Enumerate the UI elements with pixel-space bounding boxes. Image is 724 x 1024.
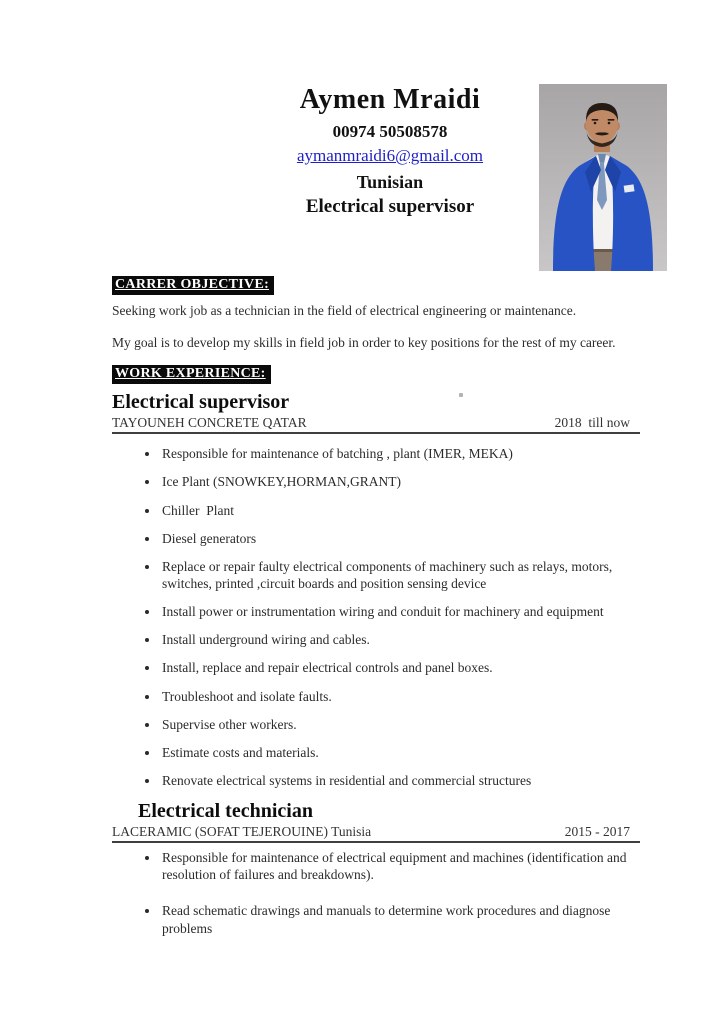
- job-bullet: • Read schematic drawings and manuals to determine work procedures and diagnose problems: [160, 902, 640, 936]
- job-bullet: • Replace or repair faulty electrical components of machinery such as relays, motors, switches, printed ,circuit boards and position sensing device: [160, 558, 640, 592]
- job-bullet-list: [112, 849, 640, 937]
- resume-body: [112, 276, 640, 948]
- section-heading-work-experience: WORK EXPERIENCE:: [112, 365, 271, 384]
- section-heading-career-objective: CARRER OBJECTIVE:: [112, 276, 274, 295]
- job-role-title: Electrical technician: [138, 800, 313, 823]
- header-job-title: Electrical supervisor: [305, 195, 475, 217]
- job-dates: 2015 - 2017: [564, 824, 630, 840]
- phone-number: 00974 50508578: [332, 121, 448, 141]
- job-bullet: • Troubleshoot and isolate faults.: [160, 688, 640, 705]
- job-bullet: • Ice Plant (SNOWKEY,HORMAN,GRANT): [160, 473, 640, 490]
- company-name: TAYOUNEH CONCRETE QATAR: [112, 415, 307, 431]
- job-bullet: • Renovate electrical systems in residential and commercial structures: [160, 772, 640, 789]
- job-bullet-list: [112, 445, 640, 789]
- company-name: LACERAMIC (SOFAT TEJEROUINE) Tunisia: [112, 824, 372, 840]
- job-bullet: • Estimate costs and materials.: [160, 744, 640, 761]
- email-link[interactable]: aymanmraidi6@gmail.com: [296, 145, 484, 165]
- job-dates: 2018 till now: [554, 415, 630, 431]
- job-role-title: Electrical supervisor: [112, 391, 290, 414]
- job-bullet: • Diesel generators: [160, 530, 640, 547]
- job-bullet: • Install underground wiring and cables.: [160, 631, 640, 648]
- job-bullet: • Supervise other workers.: [160, 716, 640, 733]
- job-bullet: • Install, replace and repair electrical controls and panel boxes.: [160, 659, 640, 676]
- objective-paragraph: My goal is to develop my skills in field job in order to key positions for the rest of my career.: [112, 334, 616, 350]
- company-line: [112, 824, 640, 843]
- portrait-photo-illustration: [539, 84, 667, 271]
- job-bullet: • Responsible for maintenance of batching , plant (IMER, MEKA): [160, 445, 640, 462]
- nationality-label: Tunisian: [356, 171, 424, 192]
- job-bullet: • Chiller Plant: [160, 502, 640, 519]
- objective-paragraph: Seeking work job as a technician in the field of electrical engineering or maintenance.: [112, 303, 577, 318]
- job-bullet: • Install power or instrumentation wiring and conduit for machinery and equipment: [160, 603, 640, 620]
- person-name: Aymen Mraidi: [299, 84, 481, 115]
- portrait-photo: [539, 84, 667, 271]
- job-bullet: • Responsible for maintenance of electrical equipment and machines (identification and resolution of failures and breakdowns).: [160, 849, 640, 883]
- company-line: [112, 415, 640, 434]
